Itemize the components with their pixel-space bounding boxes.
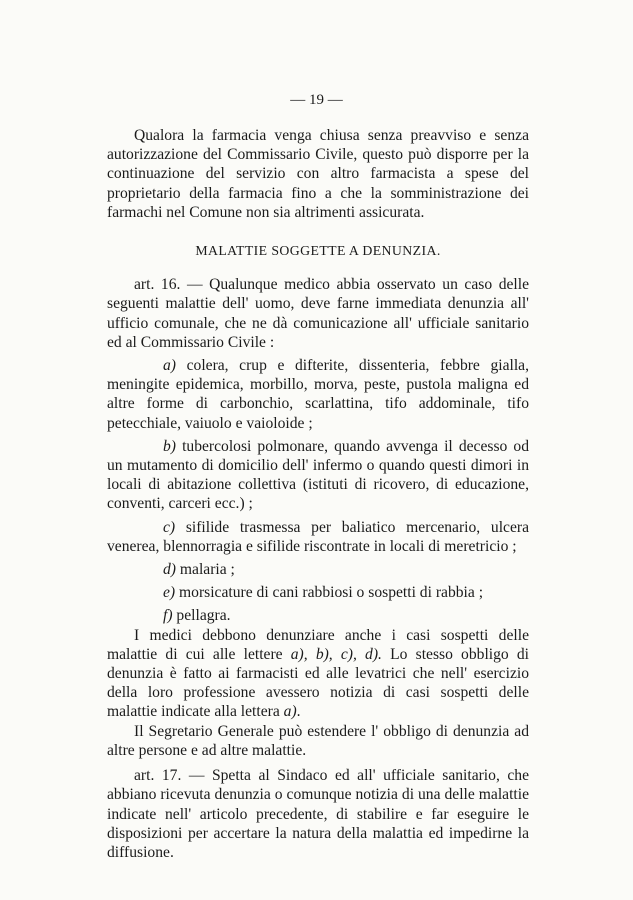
item-text: tubercolosi polmonare, quando avvenga il decesso od un mutamento di domicilio dell' infermo o quando questi dimori in locali di abitazione collettiva (istituti di ricovero, di educazione, conventi, carceri ecc.) ; (107, 437, 529, 513)
extension-paragraph: Il Segretario Generale può estendere l' obbligo di denunzia ad altre persone e ad altre malattie. (107, 722, 529, 759)
suspect-text-3: . (296, 703, 301, 721)
art16-item-d (107, 560, 529, 579)
art16-item-b (107, 437, 529, 514)
art16-item-f (107, 606, 529, 625)
item-letter: f) (163, 607, 173, 625)
page-number: — 19 — (290, 92, 343, 108)
item-text: colera, crup e difterite, dissenteria, febbre gialla, meningite epidemica, morbillo, morva, peste, pustola maligna ed altre forme di carbonchio, scarlattina, tifo addominale, tifo petecchiale, vaiuolo e vaioloide ; (107, 357, 529, 432)
item-letter: e) (163, 584, 176, 602)
art17-paragraph: art. 17. — Spetta al Sindaco ed all' ufficiale sanitario, che abbiano ricevuta denunzia o comunque notizia di una delle malattie indicate nell' articolo precedente, di stabilire e far eseguire le disposizioni per accertare la natura della malattia ed impedirne la diffusione. (107, 767, 529, 861)
item-letter: d) (163, 561, 176, 579)
item-letter: c) (163, 518, 176, 536)
item-text: sifilide trasmessa per baliatico mercenario, ulcera venerea, blennorragia e sifilide riscontrate in locali di meretricio ; (107, 518, 529, 555)
art16-item-c (107, 518, 529, 556)
art16-item-a (107, 356, 529, 433)
suspect-text-1: I medici debbono denunziare anche i casi sospetti delle malattie di cui alle lettere (107, 626, 529, 663)
item-text: malaria ; (176, 561, 235, 579)
item-text: morsicature di cani rabbiosi o sospetti di rabbia ; (175, 584, 484, 602)
suspect-cases-paragraph (107, 626, 529, 722)
suspect-letters: a), b), c), d). (290, 645, 382, 663)
item-letter: a) (163, 357, 176, 375)
intro-paragraph: Qualora la farmacia venga chiusa senza preavviso e senza autorizzazione del Commissario Civile, questo può disporre per la continuazione del servizio con altro farmacista a spese del proprietario della farmacia fino a che la somministrazione dei farmachi nel Comune non sia altrimenti assicurata. (107, 127, 529, 221)
page-body (107, 126, 529, 862)
suspect-text-2: Lo stesso obbligo di denunzia è fatto ai farmacisti ed alle levatrici che nell' esercizio della loro professione avessero notizia di casi sospetti delle malattie indicate alla lettera (107, 645, 530, 721)
art16-intro: art. 16. — Qualunque medico abbia osservato un caso delle seguenti malattie dell' uomo, deve farne immediata denunzia all' ufficio comunale, che ne dà comunicazione all' ufficiale sanitario ed al Commissario Civile : (107, 276, 529, 351)
item-letter: b) (163, 437, 176, 455)
suspect-letter-a: a) (283, 703, 297, 721)
art16-item-e (107, 583, 529, 602)
item-text: pellagra. (172, 607, 231, 625)
section-heading: MALATTIE SOGGETTE A DENUNZIA. (195, 243, 441, 259)
